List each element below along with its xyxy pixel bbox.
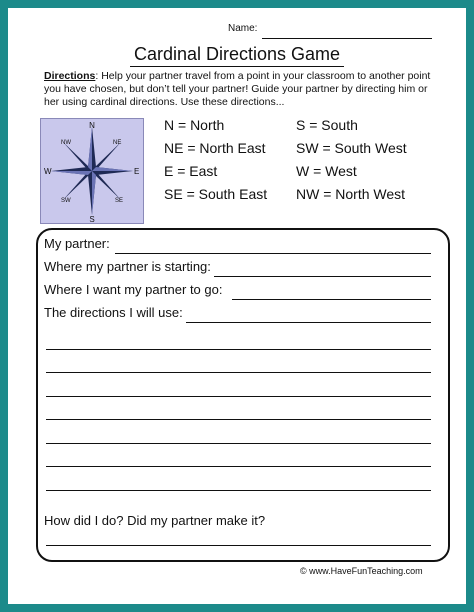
answer-line[interactable] xyxy=(46,372,431,373)
reflection-label: How did I do? Did my partner make it? xyxy=(44,513,266,528)
compass-se-label: SE xyxy=(115,198,124,204)
answer-line[interactable] xyxy=(46,396,431,397)
compass-e-label: E xyxy=(134,167,140,176)
compass-rose-icon xyxy=(41,119,143,223)
compass-w-label: W xyxy=(44,167,52,176)
answer-line[interactable] xyxy=(46,490,431,491)
legend-item-w: W = West xyxy=(296,163,357,179)
page-title: Cardinal Directions Game xyxy=(133,44,341,64)
compass-sw-label: SW xyxy=(61,198,71,204)
answer-line[interactable] xyxy=(46,443,431,444)
directions-used-line[interactable] xyxy=(186,322,431,323)
directions-used-label: The directions I will use: xyxy=(44,305,183,320)
legend-item-ne: NE = North East xyxy=(164,140,266,156)
compass-n-label: N xyxy=(89,121,95,130)
legend-item-e: E = East xyxy=(164,163,218,179)
compass-ne-label: NE xyxy=(113,140,122,146)
compass-s-label: S xyxy=(89,215,95,223)
copyright-footer: © www.HaveFunTeaching.com xyxy=(300,566,423,576)
directions-paragraph xyxy=(44,70,444,109)
name-line[interactable] xyxy=(262,38,432,39)
partner-line[interactable] xyxy=(115,253,431,254)
legend-item-nw: NW = North West xyxy=(296,186,406,202)
name-label: Name: xyxy=(228,23,258,34)
reflection-line[interactable] xyxy=(46,545,431,546)
directions-text: : Help your partner travel from a point in your classroom to another point you have chosen, but don’t tell your partner! Guide your partner by directing him or her using cardinal directions. Use these directions... xyxy=(44,70,431,108)
compass-nw-label: NW xyxy=(61,140,71,146)
starting-line[interactable] xyxy=(214,276,431,277)
legend-item-sw: SW = South West xyxy=(296,140,407,156)
directions-label: Directions xyxy=(44,70,96,82)
answer-line[interactable] xyxy=(46,419,431,420)
answer-box xyxy=(36,228,450,562)
partner-label: My partner: xyxy=(44,236,110,251)
compass-rose-image xyxy=(40,118,144,224)
legend-item-s: S = South xyxy=(296,117,358,133)
going-line[interactable] xyxy=(232,299,431,300)
going-label: Where I want my partner to go: xyxy=(44,282,223,297)
answer-line[interactable] xyxy=(46,466,431,467)
legend-item-se: SE = South East xyxy=(164,186,268,202)
answer-line[interactable] xyxy=(46,349,431,350)
starting-label: Where my partner is starting: xyxy=(44,259,211,274)
title-underline xyxy=(130,66,344,67)
legend-item-n: N = North xyxy=(164,117,225,133)
